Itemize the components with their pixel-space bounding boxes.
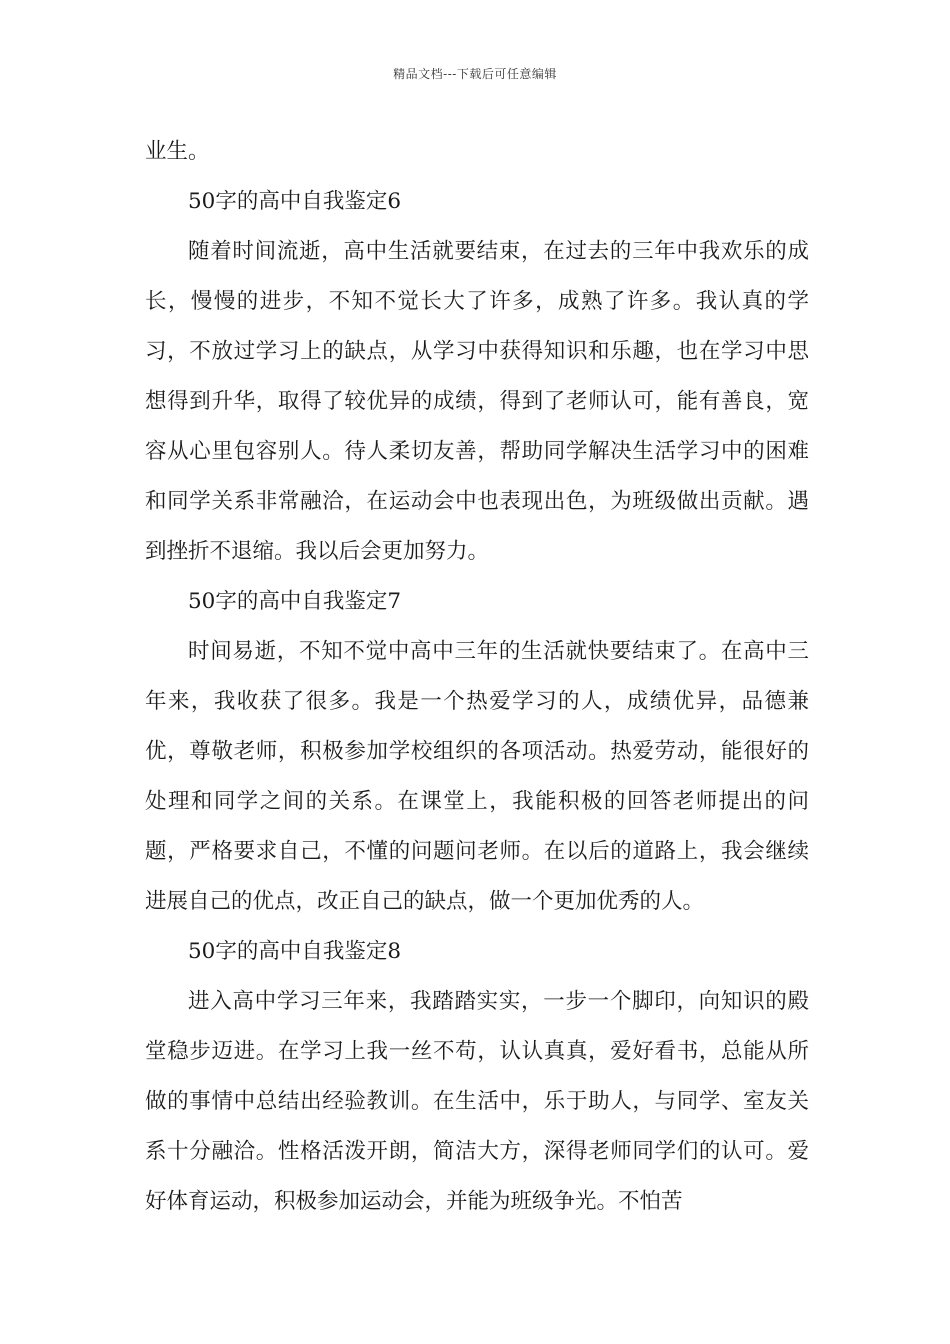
continuation-paragraph: 业生。 [145, 139, 210, 164]
section-body-7: 时间易逝，不知不觉中高中三年的生活就快要结束了。在高中三年来，我收获了很多。我是一个热爱学习的人，成绩优异，品德兼优，尊敬老师，积极参加学校组织的各项活动。热爱劳动，能很好的处理和同学之间的关系。在课堂上，我能积极的回答老师提出的问题，严格要求自己，不懂的问题问老师。在以后的道路上，我会继续进展自己的优点，改正自己的缺点，做一个更加优秀的人。 [145, 639, 809, 914]
section-heading-7: 50字的高中自我鉴定7 [188, 589, 402, 614]
section-heading-8: 50字的高中自我鉴定8 [188, 939, 402, 964]
document-body [145, 127, 809, 1227]
section-heading-6: 50字的高中自我鉴定6 [188, 189, 402, 214]
header-watermark-text: 精品文档---下载后可任意编辑 [393, 67, 557, 81]
section-body-6: 随着时间流逝，高中生活就要结束，在过去的三年中我欢乐的成长，慢慢的进步，不知不觉长大了许多，成熟了许多。我认真的学习，不放过学习上的缺点，从学习中获得知识和乐趣，也在学习中思想得到升华，取得了较优异的成绩，得到了老师认可，能有善良，宽容从心里包容别人。待人柔切友善，帮助同学解决生活学习中的困难和同学关系非常融洽，在运动会中也表现出色，为班级做出贡献。遇到挫折不退缩。我以后会更加努力。 [145, 239, 809, 564]
section-body-8: 进入高中学习三年来，我踏踏实实，一步一个脚印，向知识的殿堂稳步迈进。在学习上我一丝不苟，认认真真，爱好看书，总能从所做的事情中总结出经验教训。在生活中，乐于助人，与同学、室友关系十分融洽。性格活泼开朗，简洁大方，深得老师同学们的认可。爱好体育运动，积极参加运动会，并能为班级争光。不怕苦 [145, 989, 809, 1214]
